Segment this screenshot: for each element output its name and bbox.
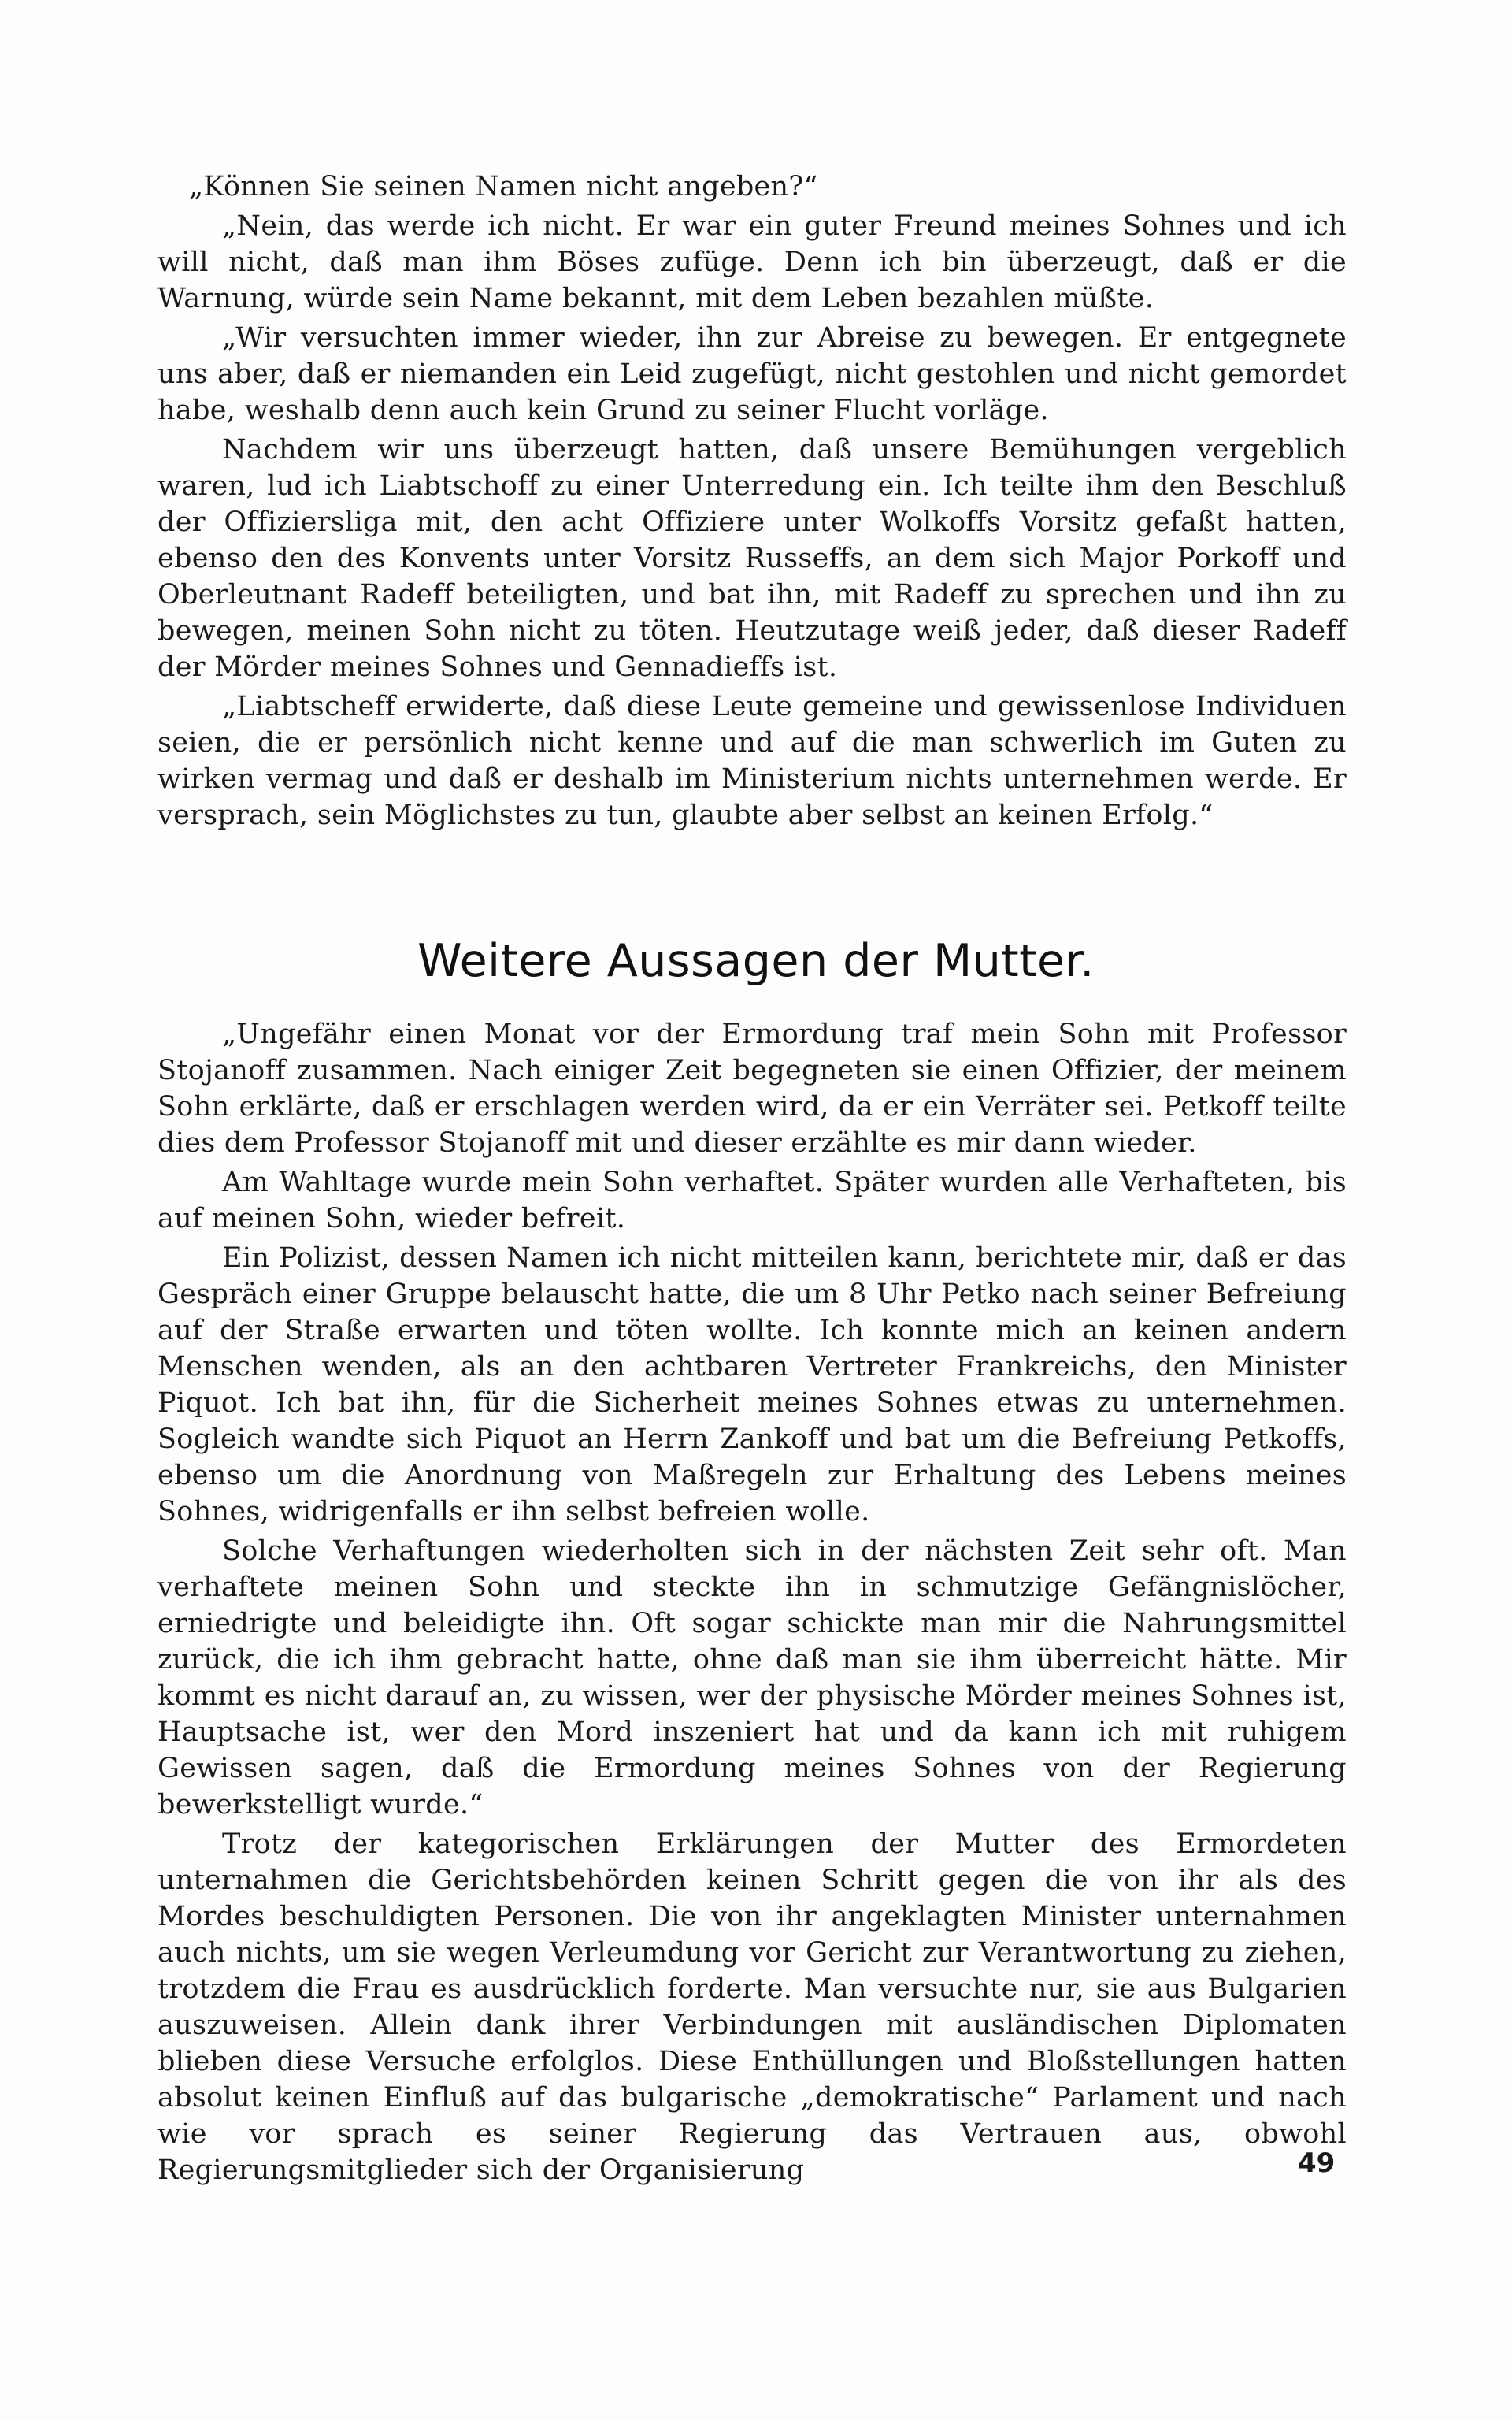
paragraph: Am Wahltage wurde mein Sohn verhaftet. Später wurden alle Verhafteten, bis auf meinen Sohn, wieder befreit. [158,1167,1347,1234]
paragraph: „Nein, das werde ich nicht. Er war ein guter Freund meines Sohnes und ich will nicht, daß man ihm Böses zufüge. Denn ich bin überzeugt, daß er die Warnung, würde sein Name bekannt, mit dem Leben bezahlen müßte. [158,210,1347,314]
paragraph: Ein Polizist, dessen Namen ich nicht mitteilen kann, berichtete mir, daß er das Gespräch einer Gruppe belauscht hatte, die um 8 Uhr Petko nach seiner Befreiung auf der Straße erwarten und töten wollte. Ich konnte mich an keinen andern Menschen wenden, als an den achtbaren Vertreter Frankreichs, den Minister Piquot. Ich bat ihn, für die Sicherheit meines Sohnes etwas zu unternehmen. Sogleich wandte sich Piquot an Herrn Zankoff und bat um die Befreiung Petkoffs, ebenso um die Anordnung von Maßregeln zur Erhaltung des Lebens meines Sohnes, widrigenfalls er ihn selbst befreien wolle. [158,1242,1347,1527]
section-heading: Weitere Aussagen der Mutter. [417,935,1095,987]
paragraph: „Wir versuchten immer wieder, ihn zur Abreise zu bewegen. Er entgegnete uns aber, daß er niemanden ein Leid zugefügt, nicht gestohlen und nicht gemordet habe, weshalb denn auch kein Grund zu seiner Flucht vorläge. [158,322,1347,426]
paragraph: „Liabtscheff erwiderte, daß diese Leute gemeine und gewissenlose Individuen seien, die er persönlich nicht kenne und auf die man schwerlich im Guten zu wirken vermag und daß er deshalb im Ministerium nichts unternehmen werde. Er versprach, sein Möglichstes zu tun, glaubte aber selbst an keinen Erfolg.“ [158,691,1347,831]
text-section-after-heading [158,1016,1347,2188]
paragraph: Trotz der kategorischen Erklärungen der Mutter des Ermordeten unternahmen die Gerichtsbehörden keinen Schritt gegen die von ihr als des Mordes beschuldigten Personen. Die von ihr angeklagten Minister unternahmen auch nichts, um sie wegen Verleumdung vor Gericht zur Verantwortung zu ziehen, trotzdem die Frau es ausdrücklich forderte. Man versuchte nur, sie aus Bulgarien auszuweisen. Allein dank ihrer Verbindungen mit ausländischen Diplomaten blieben diese Versuche erfolglos. Diese Enthüllungen und Bloßstellungen hatten absolut keinen Einfluß auf das bulgarische „demokratische“ Parlament und nach wie vor sprach es seiner Regierung das Vertrauen aus, obwohl Regierungsmitglieder sich der Organisierung [158,1828,1347,2186]
paragraph: „Können Sie seinen Namen nicht angeben?“ [189,171,818,202]
page-number: 49 [1298,2147,1336,2179]
paragraph: Nachdem wir uns überzeugt hatten, daß unsere Bemühungen vergeblich waren, lud ich Liabtschoff zu einer Unterredung ein. Ich teilte ihm den Beschluß der Offiziersliga mit, den acht Offiziere unter Wolkoffs Vorsitz gefaßt hatten, ebenso den des Konvents unter Vorsitz Russeffs, an dem sich Major Porkoff und Oberleutnant Radeff beteiligten, und bat ihn, mit Radeff zu sprechen und ihn zu bewegen, meinen Sohn nicht zu töten. Heutzutage weiß jeder, daß dieser Radeff der Mörder meines Sohnes und Gennadieffs ist. [158,434,1347,683]
paragraph: Solche Verhaftungen wiederholten sich in der nächsten Zeit sehr oft. Man verhaftete meinen Sohn und steckte ihn in schmutzige Gefängnislöcher, erniedrigte und beleidigte ihn. Oft sogar schickte man mir die Nahrungsmittel zurück, die ich ihm gebracht hatte, ohne daß man sie ihm überreicht hätte. Mir kommt es nicht darauf an, zu wissen, wer der physische Mörder meines Sohnes ist, Hauptsache ist, wer den Mord inszeniert hat und da kann ich mit ruhigem Gewissen sagen, daß die Ermordung meines Sohnes von der Regierung bewerkstelligt wurde.“ [158,1535,1347,1821]
text-section-before-heading [158,169,1347,833]
paragraph: „Ungefähr einen Monat vor der Ermordung traf mein Sohn mit Professor Stojanoff zusammen. Nach einiger Zeit begegneten sie einen Offizier, der meinem Sohn erklärte, daß er erschlagen werden wird, da er ein Verräter sei. Petkoff teilte dies dem Professor Stojanoff mit und dieser erzählte es mir dann wieder. [158,1019,1347,1159]
